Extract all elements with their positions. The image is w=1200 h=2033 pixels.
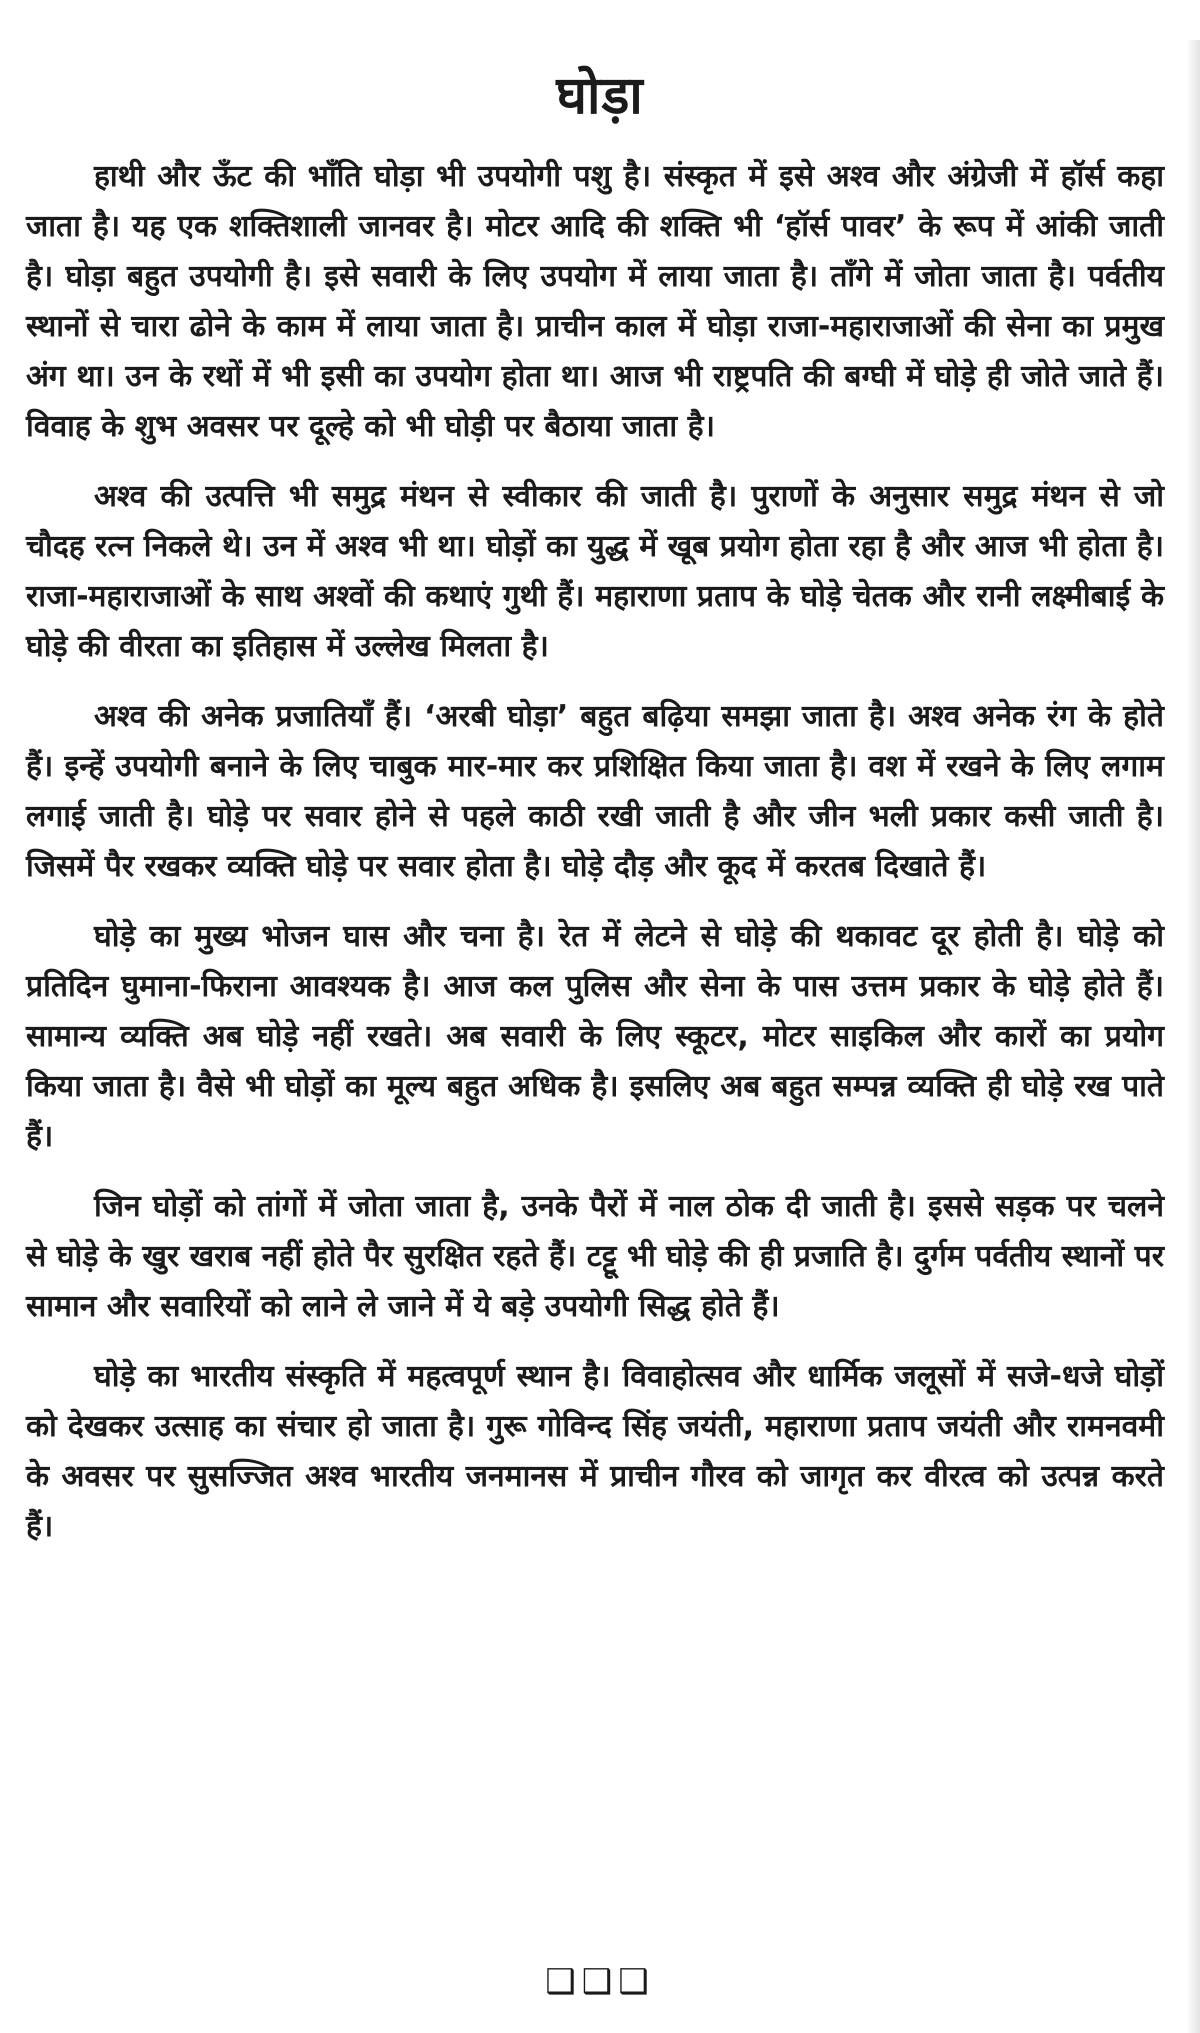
paragraph-3: अश्व की अनेक प्रजातियाँ हैं। ‘अरबी घोड़ा’ बहुत बढ़िया समझा जाता है। अश्व अनेक रंग के होते हैं। इन्हें उपयोगी बनाने के लिए चाबुक मार-मार कर प्रशिक्षित किया जाता है। वश में रखने के लिए लगाम लगाई जाती है। घोड़े पर सवार होने से पहले काठी रखी जाती है और जीन भली प्रकार कसी जाती है। जिसमें पैर रखकर व्यक्ति घोड़े पर सवार होता है। घोड़े दौड़ और कूद में करतब दिखाते हैं।	[26, 699, 1164, 884]
page-edge-shadow	[1186, 40, 1200, 2033]
paragraph-4: घोड़े का मुख्य भोजन घास और चना है। रेत में लेटने से घोड़े की थकावट दूर होती है। घोड़े को प्रतिदिन घुमाना-फिराना आवश्यक है। आज कल पुलिस और सेना के पास उत्तम प्रकार के घोड़े होते हैं। सामान्य व्यक्ति अब घोड़े नहीं रखते। अब सवारी के लिए स्कूटर, मोटर साइकिल और कारों का प्रयोग किया जाता है। वैसे भी घोड़ों का मूल्य बहुत अधिक है। इसलिए अब बहुत सम्पन्न व्यक्ति ही घोड़े रख पाते हैं।	[26, 919, 1164, 1154]
paragraph-1: हाथी और ऊँट की भाँति घोड़ा भी उपयोगी पशु है। संस्कृत में इसे अश्व और अंग्रेजी में हॉर्स कहा जाता है। यह एक शक्तिशाली जानवर है। मोटर आदि की शक्ति भी ‘हॉर्स पावर’ के रूप में आंकी जाती है। घोड़ा बहुत उपयोगी है। इसे सवारी के लिए उपयोग में लाया जाता है। ताँगे में जोता जाता है। पर्वतीय स्थानों से चारा ढोने के काम में लाया जाता है। प्राचीन काल में घोड़ा राजा-महाराजाओं की सेना का प्रमुख अंग था। उन के रथों में भी इसी का उपयोग होता था। आज भी राष्ट्रपति की बग्घी में घोड़े ही जोते जाते हैं। विवाह के शुभ अवसर पर दूल्हे को भी घोड़ी पर बैठाया जाता है।	[26, 159, 1164, 444]
paragraph-6: घोड़े का भारतीय संस्कृति में महत्वपूर्ण स्थान है। विवाहोत्सव और धार्मिक जलूसों में सजे-धजे घोड़ों को देखकर उत्साह का संचार हो जाता है। गुरू गोविन्द सिंह जयंती, महाराणा प्रताप जयंती और रामनवमी के अवसर पर सुसज्जित अश्व भारतीय जनमानस में प्राचीन गौरव को जागृत कर वीरत्व को उत्पन्न करते हैं।	[26, 1359, 1164, 1544]
page-title: घोड़ा	[556, 66, 644, 126]
essay-body	[26, 152, 1164, 1572]
paragraph-2: अश्व की उत्पत्ति भी समुद्र मंथन से स्वीकार की जाती है। पुराणों के अनुसार समुद्र मंथन से जो चौदह रत्न निकले थे। उन में अश्व भी था। घोड़ों का युद्ध में खूब प्रयोग होता रहा है और आज भी होता है। राजा-महाराजाओं के साथ अश्वों की कथाएं गुथी हैं। महाराणा प्रताप के घोड़े चेतक और रानी लक्ष्मीबाई के घोड़े की वीरता का इतिहास में उल्लेख मिलता है।	[26, 479, 1164, 664]
paragraph-5: जिन घोड़ों को तांगों में जोता जाता है, उनके पैरों में नाल ठोक दी जाती है। इससे सड़क पर चलने से घोड़े के खुर खराब नहीं होते पैर सुरक्षित रहते हैं। टट्टू भी घोड़े की ही प्रजाति है। दुर्गम पर्वतीय स्थानों पर सामान और सवारियों को लाने ले जाने में ये बड़े उपयोगी सिद्ध होते हैं।	[26, 1189, 1164, 1324]
end-of-essay-marker: ❑❑❑	[545, 1962, 655, 2002]
